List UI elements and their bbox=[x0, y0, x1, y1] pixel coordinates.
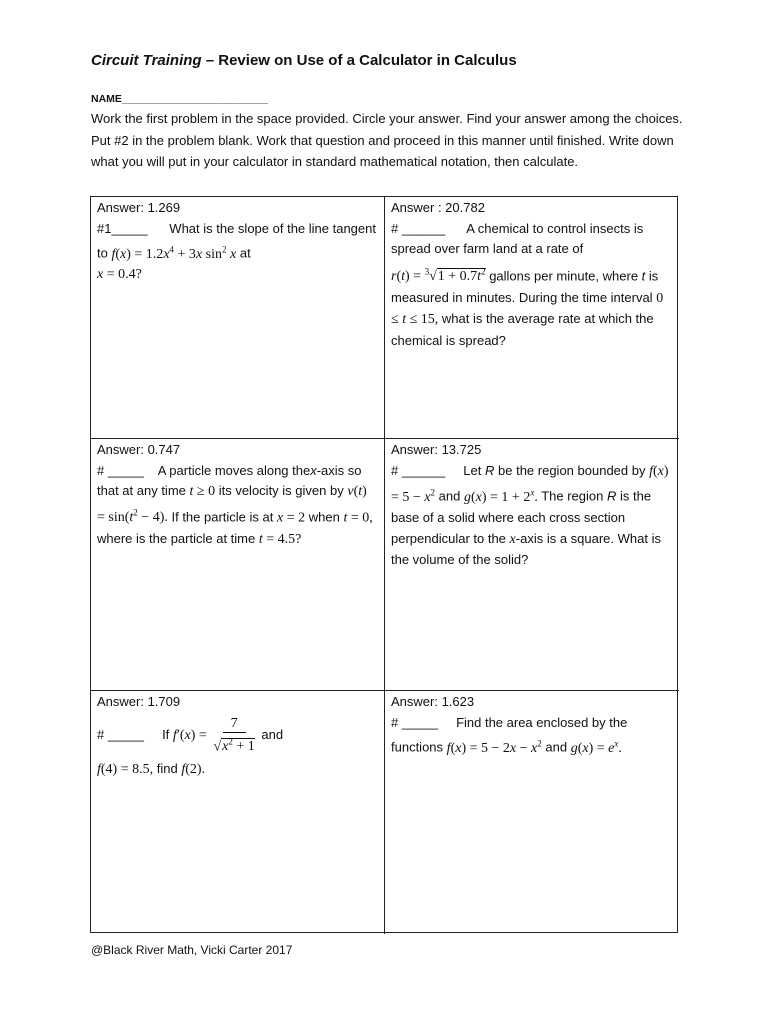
math-expression: 0 ≤ t ≤ 15, bbox=[391, 290, 664, 328]
problem-cell-3: Answer: 0.747 # _____ A particle moves along thex-axis so that at any time t ≥ 0 its velocity is given by $v(t) = \sin(t^2 - 4)$. If the particle is at x = 2 when t = 0, where is the particle at time t = 4.5? bbox=[91, 439, 385, 691]
problem-cell-5 bbox=[91, 691, 385, 934]
math-expression: $f(x) = 5 - 2x - x^2$ bbox=[446, 738, 542, 756]
problem-text: and bbox=[545, 739, 568, 755]
math-expression: $v(t) = \sin(t^2 - 4)$. bbox=[97, 484, 367, 526]
problem-text: If bbox=[162, 726, 170, 742]
problem-text: be the region bounded by bbox=[498, 462, 646, 478]
math-expression: t = 4.5? bbox=[258, 531, 302, 547]
answer-label: Answer: 1.269 bbox=[97, 200, 181, 215]
problem-text: what is the average rate at which the chemical is spread? bbox=[391, 311, 654, 348]
math-expression: t ≥ 0 bbox=[189, 484, 216, 499]
answer-label: Answer : 20.782 bbox=[391, 200, 485, 215]
problem-text: is measured in minutes. During the time interval bbox=[391, 268, 659, 305]
problem-text: -axis is a square. What is the volume of the solid? bbox=[391, 530, 661, 568]
problem-text: The region bbox=[541, 488, 604, 504]
problem-number-blank[interactable]: # _____ bbox=[97, 726, 144, 742]
problem-cell-4: Answer: 13.725 # ______ Let R be the region bounded by $f(x) = 5 - x^2$ and $g(x) = 1 + 2^x$. The region R is the base of a solid where each cross section perpendicular to the x-axis is a square. What is the volume of the solid? bbox=[385, 439, 679, 691]
math-expression: $f(x) = 1.2x^4 + 3x$ $\sin^2 x$ bbox=[111, 244, 237, 262]
problem-number-blank[interactable]: # _____ bbox=[97, 462, 144, 478]
problem-cell-1 bbox=[91, 197, 385, 439]
problem-text: its velocity is given by bbox=[218, 483, 344, 498]
problem-text: Find the area enclosed by the functions bbox=[391, 714, 628, 755]
problem-number-blank[interactable]: # _____ bbox=[391, 714, 438, 730]
answer-label: Answer: 13.725 bbox=[391, 442, 482, 457]
footer-credit: @Black River Math, Vicki Carter 2017 bbox=[91, 943, 293, 957]
math-expression: x = 0.4? bbox=[97, 267, 142, 283]
problem-text: and bbox=[438, 488, 461, 504]
math-expression: t = 0, bbox=[343, 510, 373, 526]
math-expression: x = 2 bbox=[277, 510, 306, 526]
problem-text: and bbox=[261, 726, 284, 742]
problem-cell-2: Answer : 20.782 # ______ A chemical to control insects is spread over farm land at a rate of $r(t) = ^3√1 + 0.7t^2$ gallons per minute, where t is measured in minutes. During the time interval 0 ≤ t ≤ 15, what is the average rate at which the chemical is spread? bbox=[385, 197, 679, 439]
problem-text: where is the particle at time bbox=[97, 530, 256, 546]
answer-label: Answer: 1.709 bbox=[97, 694, 181, 709]
math-expression: f′(x) = bbox=[172, 727, 207, 743]
problem-number-blank[interactable]: # ______ bbox=[391, 462, 446, 478]
problem-text: gallons per minute, where bbox=[489, 268, 639, 284]
problem-text: A chemical to control insects is spread over farm land at a rate of bbox=[391, 220, 644, 256]
instructions: Work the first problem in the space provided. Circle your answer. Find your answer among the choices. Put #2 in the problem blank. Work that question and proceed in this manner until finished. Write down what you will put in your calculator in standard mathematical notation, then calculate. bbox=[91, 111, 683, 169]
math-expression: $r(t) = ^3√1 + 0.7t^2$ bbox=[391, 266, 486, 285]
math-expression: $g(x) = e^x$. bbox=[570, 738, 622, 756]
problem-text: is the base of a solid where each cross section perpendicular to the bbox=[391, 488, 652, 546]
math-expression: $g(x) = 1 + 2^x$. bbox=[463, 487, 538, 505]
math-expression: f(2). bbox=[181, 762, 206, 778]
problem-number-blank[interactable]: #1_____ bbox=[97, 220, 148, 236]
math-expression: $f(x) = 5 - x^2$ bbox=[391, 463, 669, 505]
name-field[interactable]: NAME_________________________ bbox=[91, 93, 268, 105]
problem-text: when bbox=[308, 509, 340, 525]
problem-text: What is the slope of the line tangent to bbox=[97, 220, 376, 261]
problem-text: at bbox=[239, 245, 251, 261]
problem-number-blank[interactable]: # ______ bbox=[391, 220, 446, 236]
answer-label: Answer: 1.623 bbox=[391, 694, 475, 709]
problem-text: -axis so that at any time bbox=[97, 462, 362, 498]
answer-label: Answer: 0.747 bbox=[97, 442, 181, 457]
problem-cell-6 bbox=[385, 691, 679, 934]
problem-text: If the particle is at bbox=[171, 509, 274, 525]
fraction: $\frac{7}{√x^2 + 1}$ bbox=[213, 715, 255, 755]
problem-text: find bbox=[156, 761, 178, 777]
problem-text: Let bbox=[463, 462, 482, 478]
problem-grid bbox=[90, 196, 678, 933]
page-title bbox=[91, 52, 517, 69]
math-expression: f(4) = 8.5, bbox=[97, 762, 154, 778]
title-rest: – Review on Use of a Calculator in Calculus bbox=[201, 52, 517, 69]
title-italic: Circuit Training bbox=[91, 52, 202, 69]
problem-text: A particle moves along the bbox=[157, 462, 311, 478]
